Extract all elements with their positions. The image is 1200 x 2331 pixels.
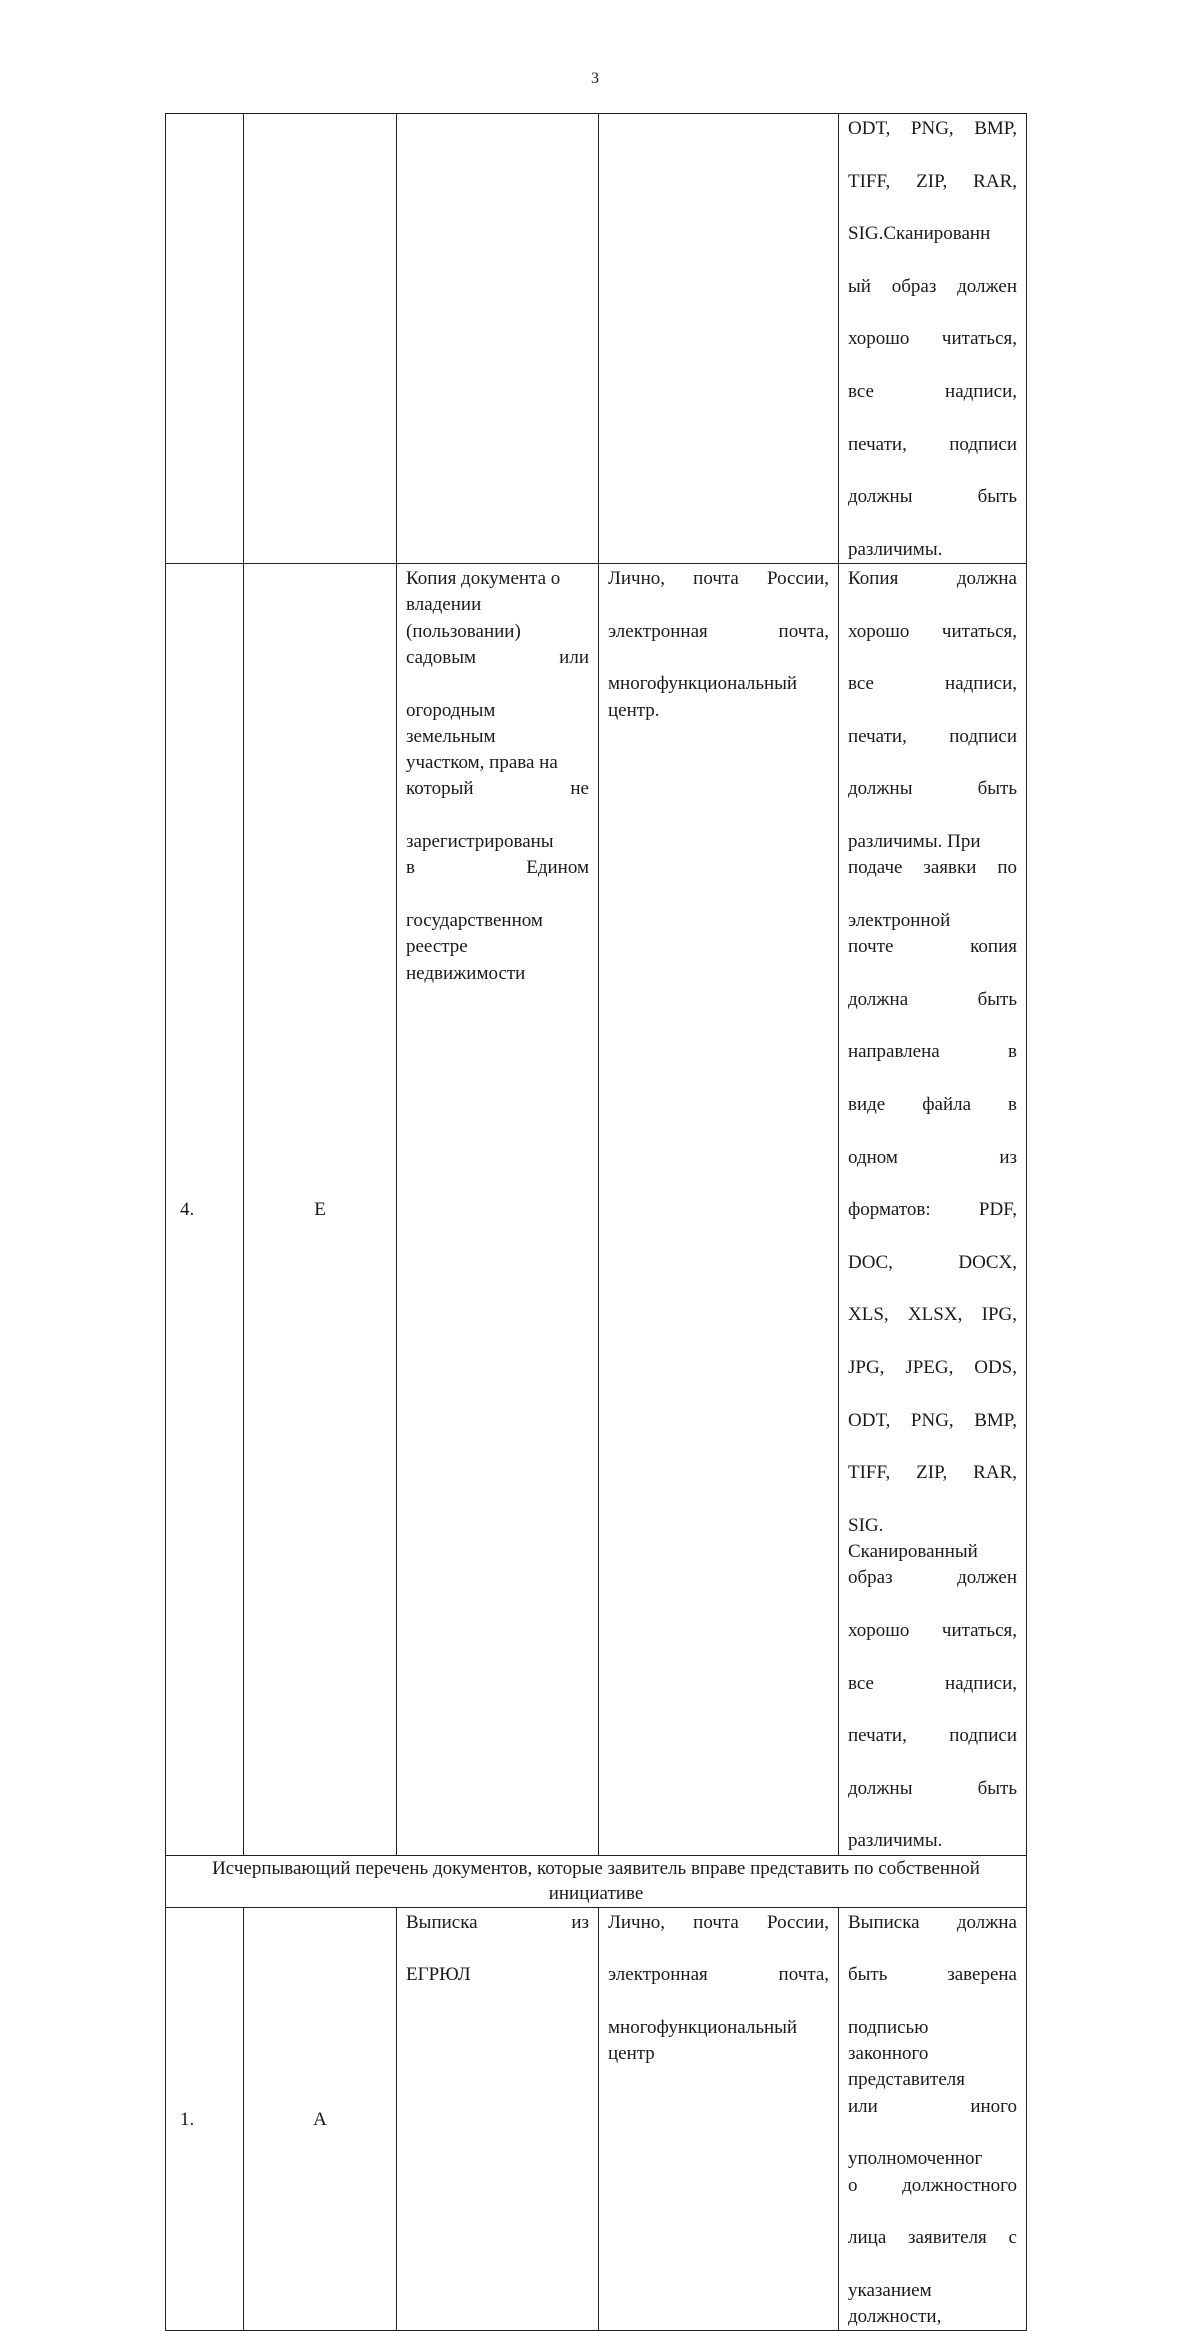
page-number: 3 [591, 70, 599, 87]
table-row-4 [166, 564, 1027, 1856]
requirements-line: ый образ должен [848, 275, 1017, 297]
requirements-line: SIG.Сканированн [848, 223, 991, 245]
requirements-line: TIFF, ZIP, RAR, [848, 1462, 1017, 1484]
section-header: Исчерпывающий перечень документов, которые заявитель вправе представить по собственной инициативе [166, 1855, 1027, 1907]
requirements-line: лица заявителя с [848, 2227, 1017, 2249]
row-number-cell: 4. [166, 564, 244, 1856]
requirements-line: почте копия [848, 936, 1017, 958]
method-line: электронная почта, [608, 1964, 829, 1986]
requirements-line: форматов: PDF, [848, 1199, 1017, 1221]
document-line: зарегистрированы [406, 831, 554, 853]
requirements-line: подаче заявки по [848, 857, 1017, 879]
submission-method-cell [599, 114, 839, 564]
row-number-cell: 1. [166, 1907, 244, 2331]
method-line: электронная почта, [608, 620, 829, 642]
method-line: центр [608, 2043, 655, 2065]
row-letter-cell: А [244, 1907, 397, 2331]
requirements-line: печати, подписи [848, 1725, 1017, 1747]
requirements-line: Выписка должна [848, 1911, 1017, 1933]
requirements-cell [839, 1907, 1027, 2331]
requirements-line: все надписи, [848, 673, 1017, 695]
submission-method-cell [599, 564, 839, 1856]
requirements-line: TIFF, ZIP, RAR, [848, 170, 1017, 192]
document-cell [397, 564, 599, 1856]
requirements-line: должны быть [848, 1777, 1017, 1799]
requirements-line: должны быть [848, 486, 1017, 508]
document-line: Выписка из [406, 1911, 589, 1933]
requirements-line: направлена в [848, 1041, 1017, 1063]
requirements-line: подписью [848, 2016, 929, 2038]
document-cell [397, 114, 599, 564]
document-cell [397, 1907, 599, 2331]
document-line: в Едином [406, 857, 589, 879]
requirements-line: DOC, DOCX, [848, 1251, 1017, 1273]
requirements-line: образ должен [848, 1567, 1017, 1589]
requirements-line: ODT, PNG, BMP, [848, 1409, 1017, 1431]
requirements-line: должна быть [848, 988, 1017, 1010]
document-line: огородным [406, 699, 496, 721]
requirements-line: виде файла в [848, 1093, 1017, 1115]
requirements-line: Сканированный [848, 1541, 978, 1563]
requirements-line: законного [848, 2043, 929, 2065]
row-letter-cell [244, 114, 397, 564]
requirements-line: одном из [848, 1146, 1017, 1168]
method-line: Лично, почта России, [608, 568, 829, 590]
requirements-line: представителя [848, 2069, 966, 2091]
documents-table-body [166, 114, 1027, 2331]
requirements-line: различимы. При [848, 831, 981, 853]
method-line: многофункциональный [608, 2016, 798, 2038]
requirements-line: хорошо читаться, [848, 328, 1017, 350]
requirements-line: хорошо читаться, [848, 1619, 1017, 1641]
requirements-line: быть заверена [848, 1964, 1017, 1986]
document-line: недвижимости [406, 962, 526, 984]
requirements-line: должности, [848, 2306, 942, 2328]
requirements-line: ODT, PNG, BMP, [848, 118, 1017, 139]
table-row-continued [166, 114, 1027, 564]
document-line: (пользовании) [406, 620, 521, 642]
requirements-line: все надписи, [848, 1672, 1017, 1694]
requirements-line: различимы. [848, 538, 943, 560]
method-line: многофункциональный [608, 673, 798, 695]
document-line: ЕГРЮЛ [406, 1964, 471, 1986]
document-line: земельным [406, 725, 496, 747]
requirements-line: JPG, JPEG, ODS, [848, 1356, 1017, 1378]
requirements-line: о должностного [848, 2174, 1017, 2196]
document-line: Копия документа о [406, 568, 561, 590]
documents-table [165, 113, 1027, 2331]
requirements-line: все надписи, [848, 380, 1017, 402]
document-line: реестре [406, 936, 468, 958]
requirements-line: или иного [848, 2095, 1017, 2117]
method-line: Лично, почта России, [608, 1911, 829, 1933]
requirements-line: Копия должна [848, 568, 1017, 590]
requirements-line: печати, подписи [848, 433, 1017, 455]
requirements-line: электронной [848, 909, 951, 931]
document-line: участком, права на [406, 752, 558, 774]
document-line: государственном [406, 909, 543, 931]
document-line: который не [406, 778, 589, 800]
document-line: владении [406, 594, 482, 616]
row-number-cell [166, 114, 244, 564]
requirements-line: должны быть [848, 778, 1017, 800]
requirements-cell [839, 114, 1027, 564]
requirements-line: SIG. [848, 1514, 884, 1536]
submission-method-cell [599, 1907, 839, 2331]
requirements-line: различимы. [848, 1830, 943, 1852]
requirements-line: хорошо читаться, [848, 620, 1017, 642]
requirements-line: уполномоченног [848, 2148, 983, 2170]
table-row-1 [166, 1907, 1027, 2331]
document-line: садовым или [406, 646, 589, 668]
requirements-line: XLS, XLSX, IPG, [848, 1304, 1017, 1326]
requirements-line: указанием [848, 2279, 932, 2301]
method-line: центр. [608, 699, 660, 721]
requirements-cell [839, 564, 1027, 1856]
requirements-line: печати, подписи [848, 725, 1017, 747]
section-header-row [166, 1855, 1027, 1907]
row-letter-cell: Е [244, 564, 397, 1856]
